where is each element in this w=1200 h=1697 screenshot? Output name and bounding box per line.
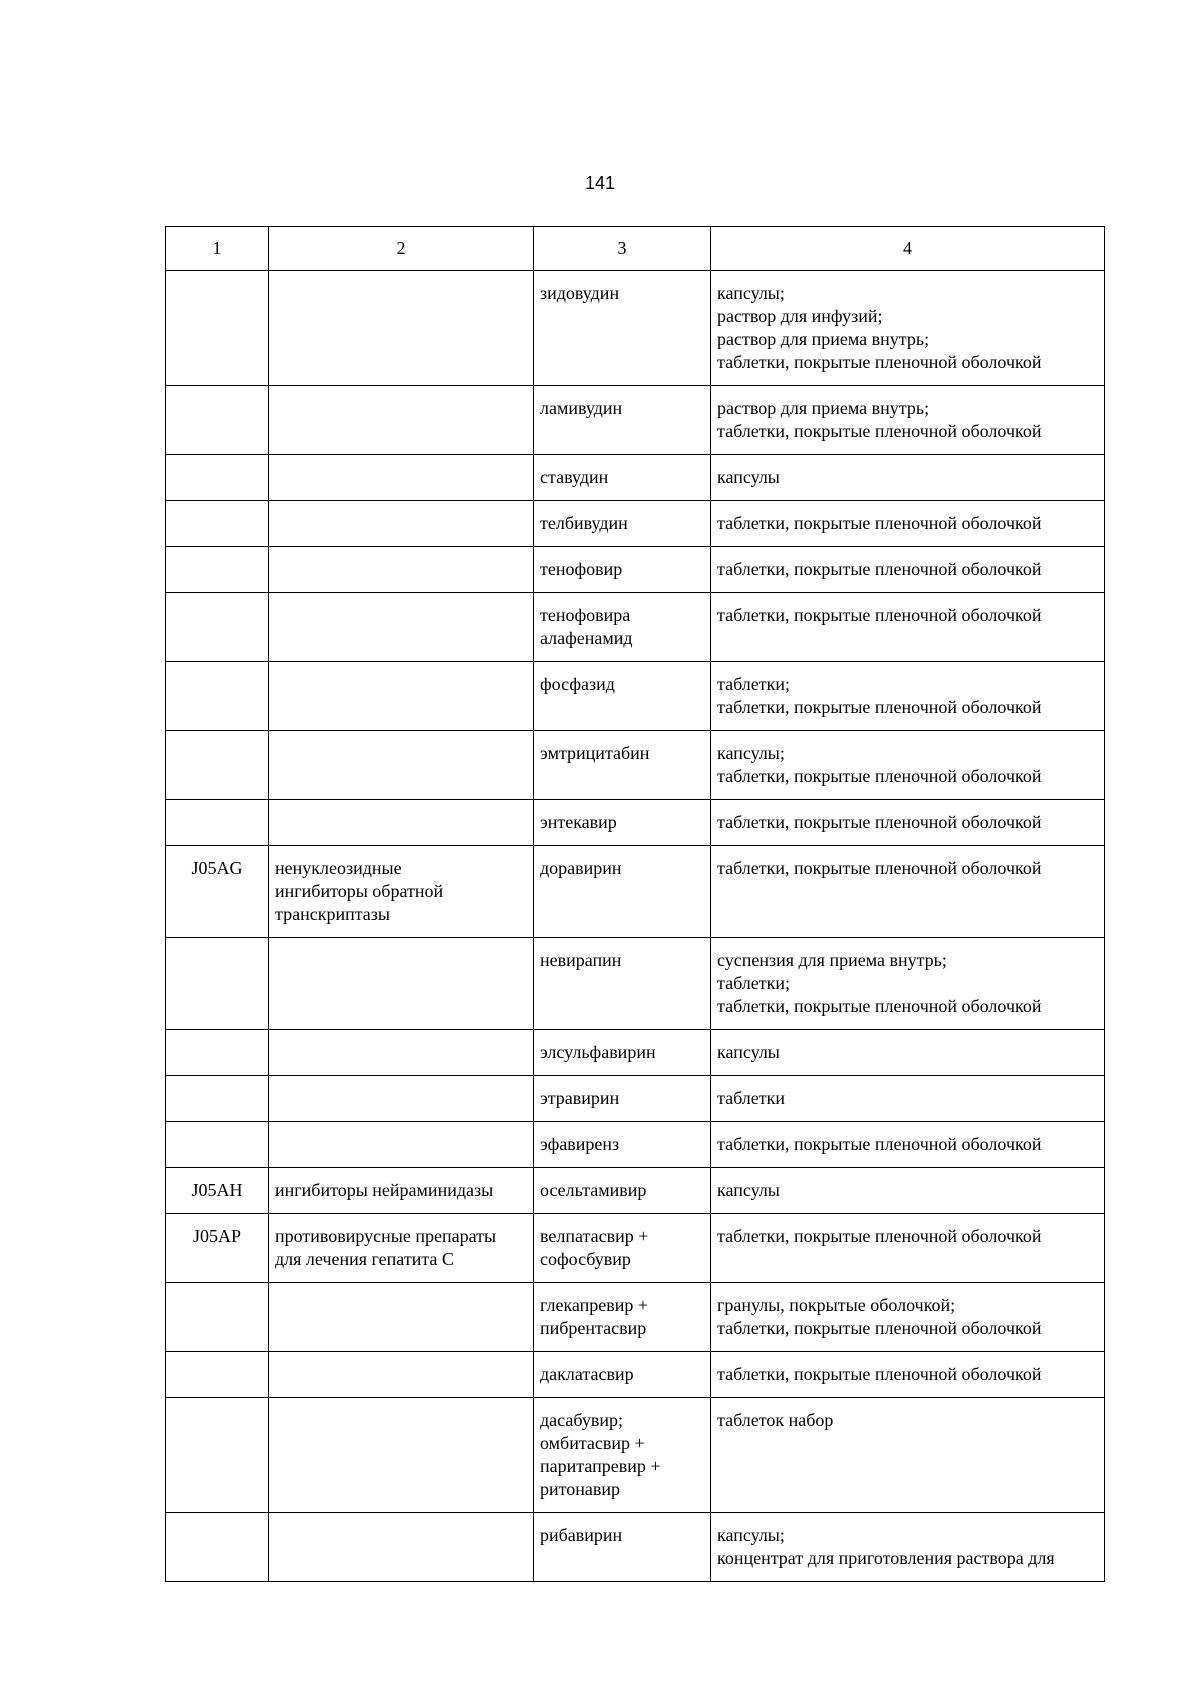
table-row	[166, 1352, 1105, 1398]
page-number: 141	[584, 173, 616, 193]
code-cell	[166, 800, 269, 846]
dosage-forms-cell: раствор для приема внутрь; таблетки, покрытые пленочной оболочкой	[711, 386, 1105, 455]
drug-name-cell: тенофовир	[534, 547, 711, 593]
table-row	[166, 1030, 1105, 1076]
group-cell	[269, 1398, 534, 1513]
code-cell	[166, 662, 269, 731]
table-row	[166, 1513, 1105, 1582]
dosage-forms-cell: капсулы; раствор для инфузий; раствор для приема внутрь; таблетки, покрытые пленочной оболочкой	[711, 271, 1105, 386]
group-cell	[269, 547, 534, 593]
code-cell	[166, 501, 269, 547]
dosage-forms-cell: капсулы; таблетки, покрытые пленочной оболочкой	[711, 731, 1105, 800]
drug-name-cell: элсульфавирин	[534, 1030, 711, 1076]
group-cell	[269, 731, 534, 800]
drug-name-cell: доравирин	[534, 846, 711, 938]
group-cell	[269, 271, 534, 386]
dosage-forms-cell: таблетки, покрытые пленочной оболочкой	[711, 501, 1105, 547]
table-row	[166, 547, 1105, 593]
table-row	[166, 846, 1105, 938]
table-row	[166, 731, 1105, 800]
group-cell	[269, 455, 534, 501]
table-row	[166, 1076, 1105, 1122]
group-cell	[269, 1122, 534, 1168]
header-cell-1: 1	[166, 227, 269, 271]
group-cell	[269, 1283, 534, 1352]
table-row	[166, 1214, 1105, 1283]
table-row	[166, 501, 1105, 547]
table-row	[166, 455, 1105, 501]
group-cell	[269, 1030, 534, 1076]
code-cell	[166, 547, 269, 593]
code-cell: J05AP	[166, 1214, 269, 1283]
drug-name-cell: этравирин	[534, 1076, 711, 1122]
dosage-forms-cell: таблетки, покрытые пленочной оболочкой	[711, 1122, 1105, 1168]
table-row	[166, 386, 1105, 455]
table-row	[166, 271, 1105, 386]
table-body	[166, 271, 1105, 1582]
drug-table	[165, 226, 1105, 1582]
group-cell	[269, 386, 534, 455]
code-cell: J05AH	[166, 1168, 269, 1214]
dosage-forms-cell: гранулы, покрытые оболочкой; таблетки, покрытые пленочной оболочкой	[711, 1283, 1105, 1352]
drug-name-cell: невирапин	[534, 938, 711, 1030]
table-row	[166, 938, 1105, 1030]
table-row	[166, 800, 1105, 846]
dosage-forms-cell: таблетки, покрытые пленочной оболочкой	[711, 547, 1105, 593]
code-cell	[166, 731, 269, 800]
header-cell-2: 2	[269, 227, 534, 271]
dosage-forms-cell: капсулы; концентрат для приготовления раствора для	[711, 1513, 1105, 1582]
code-cell: J05AG	[166, 846, 269, 938]
dosage-forms-cell: таблетки, покрытые пленочной оболочкой	[711, 1214, 1105, 1283]
dosage-forms-cell: таблетки, покрытые пленочной оболочкой	[711, 1352, 1105, 1398]
group-cell: противовирусные препараты для лечения гепатита С	[269, 1214, 534, 1283]
drug-name-cell: телбивудин	[534, 501, 711, 547]
code-cell	[166, 271, 269, 386]
group-cell	[269, 938, 534, 1030]
dosage-forms-cell: капсулы	[711, 1030, 1105, 1076]
code-cell	[166, 1283, 269, 1352]
table-row	[166, 1122, 1105, 1168]
drug-name-cell: дасабувир; омбитасвир + паритапревир + ритонавир	[534, 1398, 711, 1513]
dosage-forms-cell: капсулы	[711, 455, 1105, 501]
header-cell-4: 4	[711, 227, 1105, 271]
group-cell	[269, 1352, 534, 1398]
code-cell	[166, 1030, 269, 1076]
drug-name-cell: эфавиренз	[534, 1122, 711, 1168]
header-row	[166, 227, 1105, 271]
dosage-forms-cell: таблеток набор	[711, 1398, 1105, 1513]
dosage-forms-cell: таблетки	[711, 1076, 1105, 1122]
dosage-forms-cell: таблетки, покрытые пленочной оболочкой	[711, 593, 1105, 662]
code-cell	[166, 1122, 269, 1168]
drug-name-cell: ставудин	[534, 455, 711, 501]
drug-name-cell: энтекавир	[534, 800, 711, 846]
drug-name-cell: зидовудин	[534, 271, 711, 386]
table-row	[166, 1398, 1105, 1513]
dosage-forms-cell: суспензия для приема внутрь; таблетки; таблетки, покрытые пленочной оболочкой	[711, 938, 1105, 1030]
group-cell	[269, 662, 534, 731]
code-cell	[166, 938, 269, 1030]
code-cell	[166, 1352, 269, 1398]
drug-name-cell: эмтрицитабин	[534, 731, 711, 800]
code-cell	[166, 593, 269, 662]
code-cell	[166, 1076, 269, 1122]
drug-name-cell: велпатасвир + софосбувир	[534, 1214, 711, 1283]
drug-name-cell: глекапревир + пибрентасвир	[534, 1283, 711, 1352]
table-row	[166, 1168, 1105, 1214]
drug-name-cell: осельтамивир	[534, 1168, 711, 1214]
group-cell	[269, 1513, 534, 1582]
code-cell	[166, 455, 269, 501]
drug-name-cell: рибавирин	[534, 1513, 711, 1582]
drug-name-cell: ламивудин	[534, 386, 711, 455]
code-cell	[166, 386, 269, 455]
drug-name-cell: даклатасвир	[534, 1352, 711, 1398]
group-cell: ненуклеозидные ингибиторы обратной транскриптазы	[269, 846, 534, 938]
dosage-forms-cell: таблетки, покрытые пленочной оболочкой	[711, 846, 1105, 938]
dosage-forms-cell: таблетки; таблетки, покрытые пленочной оболочкой	[711, 662, 1105, 731]
dosage-forms-cell: капсулы	[711, 1168, 1105, 1214]
drug-name-cell: тенофовира алафенамид	[534, 593, 711, 662]
group-cell	[269, 800, 534, 846]
code-cell	[166, 1513, 269, 1582]
group-cell	[269, 501, 534, 547]
table-header	[166, 227, 1105, 271]
group-cell	[269, 1076, 534, 1122]
drug-name-cell: фосфазид	[534, 662, 711, 731]
table-row	[166, 1283, 1105, 1352]
header-cell-3: 3	[534, 227, 711, 271]
group-cell: ингибиторы нейраминидазы	[269, 1168, 534, 1214]
group-cell	[269, 593, 534, 662]
code-cell	[166, 1398, 269, 1513]
table-row	[166, 662, 1105, 731]
dosage-forms-cell: таблетки, покрытые пленочной оболочкой	[711, 800, 1105, 846]
table-row	[166, 593, 1105, 662]
